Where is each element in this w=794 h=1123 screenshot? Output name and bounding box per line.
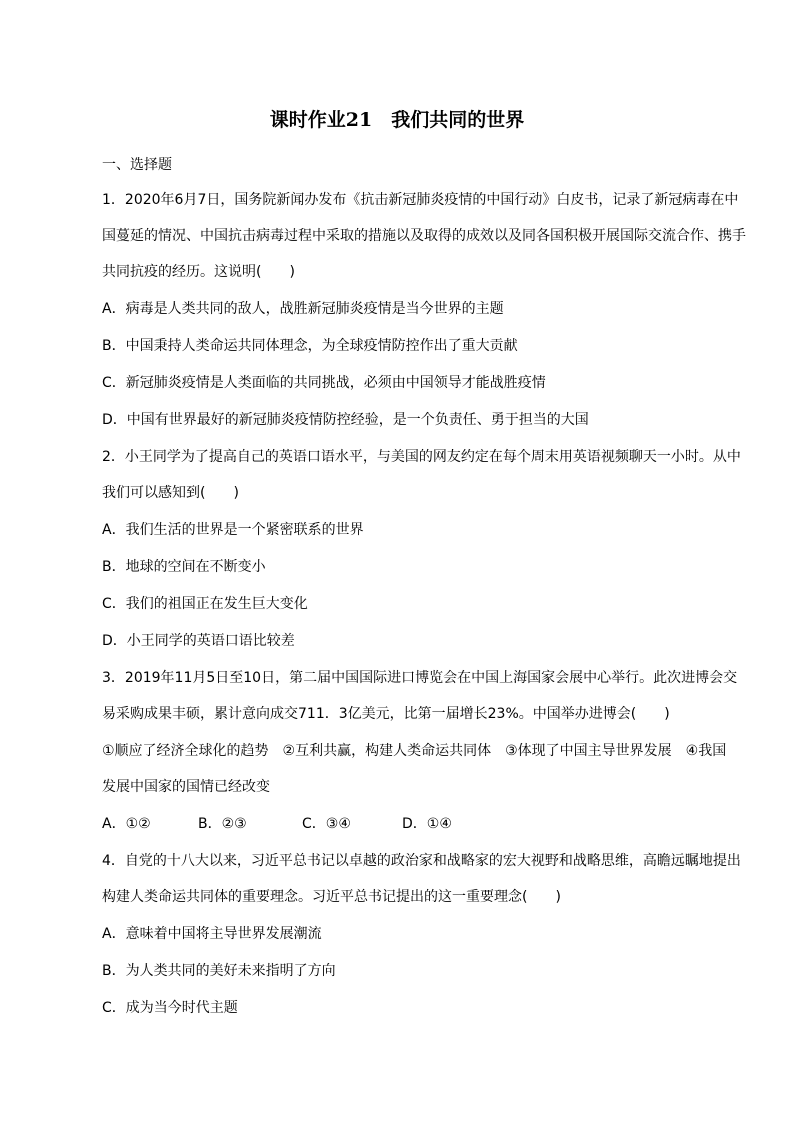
question-1 bbox=[102, 190, 746, 430]
option-d: D．①④ bbox=[402, 816, 452, 832]
inline-options bbox=[102, 814, 712, 834]
option-c: C．成为当今时代主题 bbox=[102, 1000, 238, 1016]
option-c: C．新冠肺炎疫情是人类面临的共同挑战，必须由中国领导才能战胜疫情 bbox=[102, 375, 546, 391]
option-a: A．我们生活的世界是一个紧密联系的世界 bbox=[102, 522, 364, 538]
question-stem-line: 共同抗疫的经历。这说明( ) bbox=[102, 264, 295, 280]
statements-line: 发展中国家的国情已经改变 bbox=[102, 779, 270, 795]
question-stem-line: 3．2019年11月5日至10日，第二届中国国际进口博览会在中国上海国家会展中心举行。此次进博会交 bbox=[102, 670, 738, 686]
statements-line: ①顺应了经济全球化的趋势 ②互利共赢，构建人类命运共同体 ③体现了中国主导世界发展 ④我国 bbox=[102, 743, 727, 759]
question-stem-line: 我们可以感知到( ) bbox=[102, 485, 239, 501]
question-stem-line: 1．2020年6月7日，国务院新闻办发布《抗击新冠肺炎疫情的中国行动》白皮书，记录了新冠病毒在中 bbox=[102, 192, 739, 208]
option-c: C．我们的祖国正在发生巨大变化 bbox=[102, 596, 308, 612]
question-stem-line: 2．小王同学为了提高自己的英语口语水平，与美国的网友约定在每个周末用英语视频聊天一小时。从中 bbox=[102, 449, 741, 465]
section-heading: 一、选择题 bbox=[102, 157, 172, 173]
question-list bbox=[102, 190, 746, 1035]
option-b: B．②③ bbox=[198, 816, 247, 832]
option-a: A．病毒是人类共同的敌人，战胜新冠肺炎疫情是当今世界的主题 bbox=[102, 301, 504, 317]
option-b: B．中国秉持人类命运共同体理念，为全球疫情防控作出了重大贡献 bbox=[102, 338, 518, 354]
option-d: D．小王同学的英语口语比较差 bbox=[102, 633, 295, 649]
question-stem-line: 国蔓延的情况、中国抗击病毒过程中采取的措施以及取得的成效以及同各国积极开展国际交流合作、携手 bbox=[102, 228, 746, 244]
question-2 bbox=[102, 447, 741, 651]
question-stem-line: 构建人类命运共同体的重要理念。习近平总书记提出的这一重要理念( ) bbox=[102, 889, 561, 905]
option-a: A．意味着中国将主导世界发展潮流 bbox=[102, 926, 322, 942]
option-d: D．中国有世界最好的新冠肺炎疫情防控经验，是一个负责任、勇于担当的大国 bbox=[102, 412, 589, 428]
option-c: C．③④ bbox=[302, 816, 351, 832]
question-4 bbox=[102, 851, 741, 1018]
question-stem-line: 易采购成果丰硕，累计意向成交711．3亿美元，比第一届增长23%。中国举办进博会( ) bbox=[102, 706, 670, 722]
option-b: B．为人类共同的美好未来指明了方向 bbox=[102, 963, 336, 979]
question-stem-line: 4．自党的十八大以来，习近平总书记以卓越的政治家和战略家的宏大视野和战略思维，高瞻远瞩地提出 bbox=[102, 853, 741, 869]
option-b: B．地球的空间在不断变小 bbox=[102, 559, 266, 575]
question-3 bbox=[102, 668, 738, 834]
page-title: 课时作业21 我们共同的世界 bbox=[269, 109, 525, 131]
option-a: A．①② bbox=[102, 816, 151, 832]
